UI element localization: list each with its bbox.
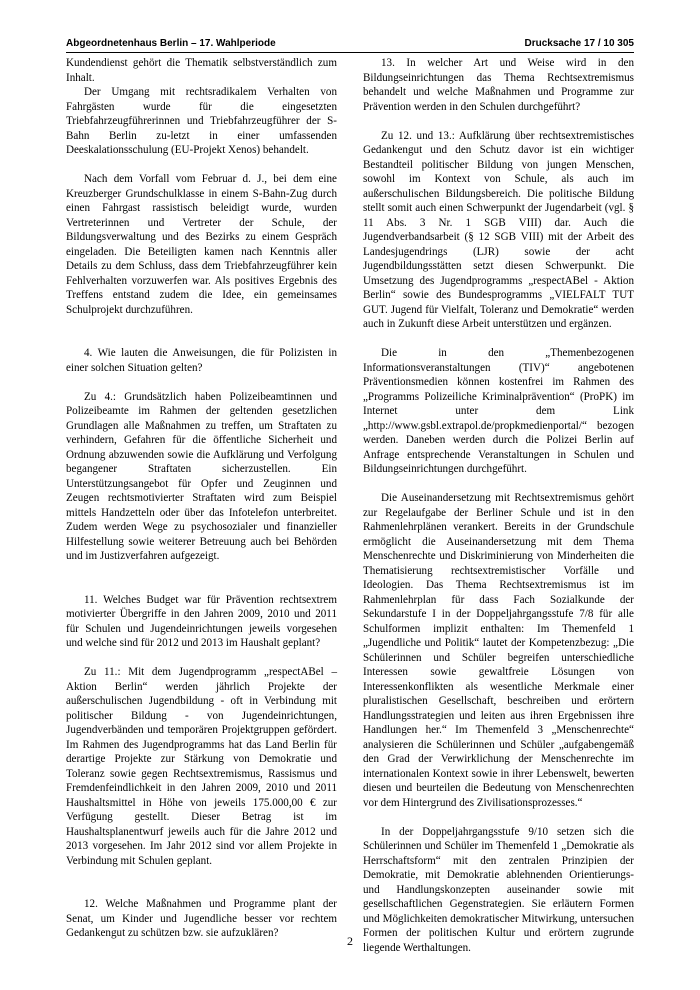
paragraph: In der Doppeljahrgangsstufe 9/10 setzen sich die Schülerinnen und Schüler im Themenfeld 1 „Demokratie als Herrschaftsform“ mit den zentralen Prinzipien der Demokratie, mit Demokratie ablehnenden Orientierungs- und Handlungskonzepten auseinander sowie mit gesellschaftlichen Gegenstrategien. Sie erläutern Formen und Möglichkeiten demokratischer Mitwirkung, untersuchen Formen der politischen Kultur und erörtern zugrunde liegende Werthaltungen.	[363, 825, 634, 954]
question-12: 12. Welche Maßnahmen und Programme plant der Senat, um Kinder und Jugendliche besser vor rechtem Gedankengut zu schützen bzw. sie aufzuklären?	[66, 898, 337, 939]
header-document-number: Drucksache 17 / 10 305	[524, 38, 634, 49]
paragraph: Die in den „Themenbezogenen Informationsveranstaltungen (TIV)“ angebotenen Präventionsmedien können kostenfrei im Rahmen des „Programms Polizeiliche Kriminalprävention“ (ProPK) im Internet unter dem Link „http://www.gsbl.extrapol.de/propkmedienportal/“ bezogen werden. Daneben werden durch die Polizei Berlin auf Anfrage entsprechende Veranstaltungen in Schulen und Bildungseinrichtungen durchgeführt.	[363, 347, 634, 475]
answer-11: Zu 11.: Mit dem Jugendprogramm „respectABel – Aktion Berlin“ werden jährlich Projekte der außerschulischen Jugendbildung - oft in Verbindung mit politischer Bildung - von Jugendeinrichtungen, Jugendverbänden und temporären Projektgruppen gefördert. Im Rahmen des Jugendprogramms hat das Land Berlin für derartige Projekte zur Stärkung von Demokratie und Toleranz sowie gegen Rechtsextremismus, Rassismus und Fremdenfeindlichkeit in den Jahren 2009, 2010 und 2011 Haushaltsmittel in Höhe von jeweils 175.000,00 € zur Verfügung gestellt. Dieser Betrag ist im Haushaltsplanentwurf jeweils auch für die Jahre 2012 und 2013 vorgesehen. Im Jahr 2012 sind vor allem Projekte in Verbindung mit Schulen geplant.	[66, 666, 337, 867]
paragraph: Der Umgang mit rechtsradikalem Verhalten von Fahrgästen wurde für die eingesetzten Triebfahrzeugführerinnen und Triebfahrzeugführer der S-Bahn Berlin zu-letzt in einer umfassenden Deeskalationsschulung (EU-Projekt Xenos) behandelt.	[66, 86, 337, 156]
page-header	[66, 38, 634, 53]
paragraph: Nach dem Vorfall vom Februar d. J., bei dem eine Kreuzberger Grundschulklasse in einem S-Bahn-Zug durch einen Fahrgast rassistisch beleidigt wurde, wurden Vertreterinnen und Vertreter der Schule, der Bildungsverwaltung und des Bezirks zu einem Gespräch eingeladen. Die Beteiligten kamen nach Kenntnis aller Details zu dem Schluss, dass dem Triebfahrzeugführer kein Fehlverhalten vorzuwerfen war. Als positives Ergebnis des Treffens entstand zudem die Idee, ein gemeinsames Schulprojekt durchzuführen.	[66, 173, 337, 316]
paragraph: Die Auseinandersetzung mit Rechtsextremismus gehört zur Regelaufgabe der Berliner Schule und ist in den Rahmenlehrplänen verankert. Bereits in der Grundschule ermöglicht die Auseinandersetzung mit dem Thema Menschenrechte und Diskriminierung von Minderheiten die Thematisierung rechtsextremistischer Vorfälle und Ideologien. Das Thema Rechtsextremismus ist im Rahmenlehrplan für dass Fach Sozialkunde der Sekundarstufe I in der Doppeljahrgangsstufe 7/8 für alle Schulformen implizit enthalten: Im Themenfeld 1 „Jugendliche und Politik“ lautet der Kompetenzbezug: „Die Schülerinnen und Schüler begreifen unterschiedliche Interessen sowie gewaltfreie Lösungen von Interessenkonflikten als wesentliche Merkmale einer pluralistischen Gesellschaft, beschreiben und erörtern Handlungsstrategien und leiten aus ihren Ergebnissen ihre Handlungen her.“ Im Themenfeld 3 „Menschenrechte“ analysieren die Schülerinnen und Schüler „aufgabengemäß den Grad der Verwirklichung der Menschenrechte im internationalen Kontext sowie in ihrer Lebenswelt, bewerten diesen und beurteilen die Bedeutung von Menschenrechten vor dem Hintergrund des Zivilisationsprozesses.“	[363, 492, 634, 809]
answer-12-13: Zu 12. und 13.: Aufklärung über rechtsextremistisches Gedankengut und den Schutz davor ist ein wichtiger Bestandteil politischer Bildung von jungen Menschen, sowohl im Kontext von Schule, als auch im außerschulischen Bildungsbereich. Die politische Bildung stellt somit auch einen Schwerpunkt der Jugendarbeit (vgl. § 11 Abs. 3 Nr. 1 SGB VIII) dar. Auch die Jugendverbandsarbeit (§ 12 SGB VIII) mit der Arbeit des Landesjugendrings (LJR) sowie der acht Jugendbildungsstätten setzt diesen Schwerpunkt. Die Umsetzung des Jugendprogramms „respectABel - Aktion Berlin“ sowie des Bundesprogramms „VIELFALT TUT GUT. Jugend für Vielfalt, Toleranz und Demokratie“ werden auch in Zukunft diese Arbeit unterstützen und ergänzen.	[363, 129, 634, 330]
left-column	[66, 56, 337, 941]
header-parliament-title: Abgeordnetenhaus Berlin – 17. Wahlperiode	[66, 38, 276, 49]
answer-4: Zu 4.: Grundsätzlich haben Polizeibeamtinnen und Polizeibeamte im Rahmen der geltenden gesetzlichen Grundlagen alle Maßnahmen zu treffen, um Straftaten zu verhindern, Gefahren für die öffentliche Sicherheit und Ordnung abzuwenden sowie die Aufklärung und Verfolgung begangener Straftaten sicherzustellen. Ein Unterstützungsangebot für Opfer und Zeuginnen und Zeugen rechtsmotivierter Straftaten wird zum Beispiel mittels Handzetteln oder über das Infotelefon unterbreitet. Zudem werden Wege zu psychosozialer und finanzieller Hilfestellung sowie weiterer Betreuung auch bei Behörden und im Justizverfahren aufgezeigt.	[66, 390, 337, 562]
question-11: 11. Welches Budget war für Prävention rechtsextrem motivierter Übergriffe in den Jahren 2009, 2010 und 2011 für Schulen und Jugendeinrichtungen jeweils vorgesehen und welche sind für 2012 und 2013 im Haushalt geplant?	[66, 593, 337, 649]
page-number: 2	[347, 934, 353, 948]
question-13: 13. In welcher Art und Weise wird in den Bildungseinrichtungen das Thema Rechtsextremismus behandelt und welche Maßnahmen und Programme zur Prävention werden in den Schulen durchgeführt?	[363, 57, 634, 113]
question-4: 4. Wie lauten die Anweisungen, die für Polizisten in einer solchen Situation gelten?	[66, 347, 337, 374]
paragraph: Kundendienst gehört die Thematik selbstverständlich zum Inhalt.	[66, 57, 337, 84]
right-column	[363, 56, 634, 955]
